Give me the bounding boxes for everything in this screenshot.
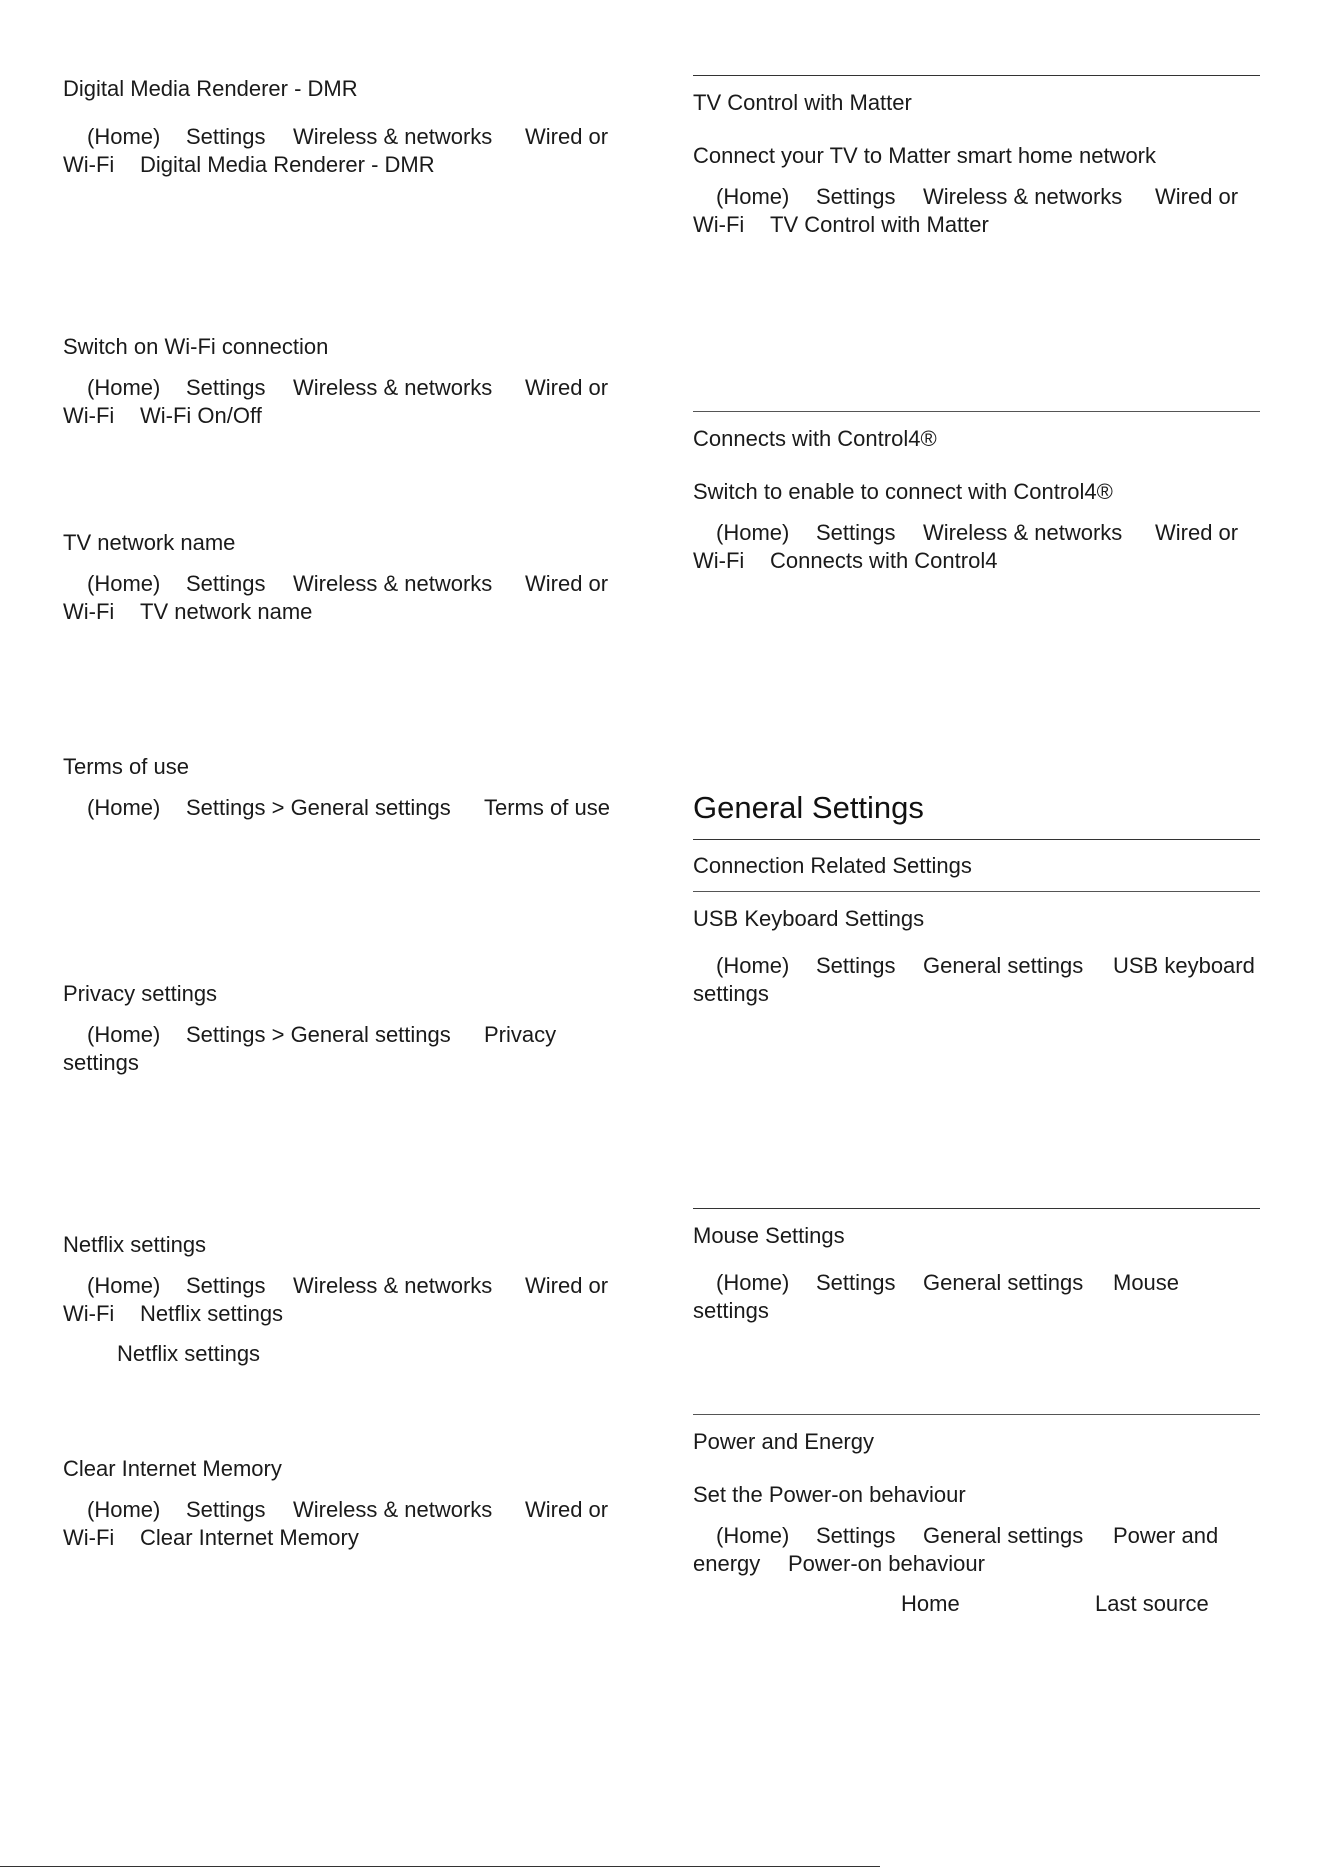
mouse-heading: Mouse Settings — [693, 1223, 845, 1248]
path-settings: Settings — [186, 124, 266, 149]
path-wifi: Wi-Fi — [63, 1301, 115, 1326]
path-general-settings: General settings — [923, 1270, 1084, 1295]
path-home: (Home) — [87, 124, 161, 149]
dmr-heading: Digital Media Renderer - DMR — [63, 76, 358, 101]
path-wifi: Wi-Fi — [693, 548, 745, 573]
path-usb-keyboard: USB keyboard — [1113, 953, 1255, 978]
general-settings-title: General Settings — [693, 790, 924, 825]
clear-memory-heading: Clear Internet Memory — [63, 1456, 282, 1481]
path-general-settings: General settings — [923, 953, 1084, 978]
path-settings: Settings — [186, 375, 266, 400]
wifi-heading: Switch on Wi-Fi connection — [63, 334, 329, 359]
path-wired-or: Wired or — [525, 124, 609, 149]
power-heading: Power and Energy — [693, 1429, 874, 1454]
path-wireless-networks: Wireless & networks — [923, 520, 1123, 545]
path-wifi-on-off: Wi-Fi On/Off — [140, 403, 262, 428]
path-wifi: Wi-Fi — [63, 1525, 115, 1550]
path-settings-word: settings — [63, 1050, 139, 1075]
path-wired-or: Wired or — [525, 375, 609, 400]
path-home: (Home) — [716, 520, 790, 545]
path-privacy: Privacy — [484, 1022, 557, 1047]
path-terms-of-use: Terms of use — [484, 795, 610, 820]
section-divider — [693, 839, 1260, 840]
path-home: (Home) — [87, 795, 161, 820]
path-wifi: Wi-Fi — [63, 403, 115, 428]
path-tv-control-matter: TV Control with Matter — [770, 212, 989, 237]
path-wireless-networks: Wireless & networks — [293, 124, 493, 149]
path-settings: Settings — [816, 953, 896, 978]
path-settings: Settings — [816, 1270, 896, 1295]
path-mouse: Mouse — [1113, 1270, 1180, 1295]
connection-related-heading: Connection Related Settings — [693, 853, 972, 878]
path-wireless-networks: Wireless & networks — [293, 1497, 493, 1522]
path-energy: energy — [693, 1551, 761, 1576]
section-divider — [693, 1208, 1260, 1209]
path-wired-or: Wired or — [525, 571, 609, 596]
path-home: (Home) — [87, 571, 161, 596]
path-settings: Settings — [816, 520, 896, 545]
path-general-settings: General settings — [923, 1523, 1084, 1548]
path-home: (Home) — [87, 1273, 161, 1298]
option-home: Home — [901, 1591, 960, 1616]
netflix-sub-label: Netflix settings — [117, 1341, 261, 1366]
path-settings-word: settings — [693, 1298, 769, 1323]
path-wireless-networks: Wireless & networks — [293, 375, 493, 400]
usb-keyboard-heading: USB Keyboard Settings — [693, 906, 925, 931]
path-wired-or: Wired or — [1155, 520, 1239, 545]
path-wireless-networks: Wireless & networks — [923, 184, 1123, 209]
path-wifi: Wi-Fi — [693, 212, 745, 237]
path-home: (Home) — [87, 1022, 161, 1047]
path-settings-general: Settings > General settings — [186, 1022, 451, 1047]
section-divider — [693, 1414, 1260, 1415]
path-connects-control4: Connects with Control4 — [770, 548, 998, 573]
path-wireless-networks: Wireless & networks — [293, 571, 493, 596]
control4-subheading: Switch to enable to connect with Control4® — [693, 479, 1113, 504]
netflix-heading: Netflix settings — [63, 1232, 207, 1257]
path-home: (Home) — [716, 1270, 790, 1295]
matter-heading: TV Control with Matter — [693, 90, 912, 115]
path-home: (Home) — [716, 184, 790, 209]
path-wired-or: Wired or — [525, 1497, 609, 1522]
path-wireless-networks: Wireless & networks — [293, 1273, 493, 1298]
path-tv-network-name: TV network name — [140, 599, 313, 624]
path-settings: Settings — [186, 1497, 266, 1522]
path-wifi: Wi-Fi — [63, 152, 115, 177]
network-name-heading: TV network name — [63, 530, 236, 555]
path-home: (Home) — [716, 1523, 790, 1548]
path-home: (Home) — [87, 1497, 161, 1522]
privacy-heading: Privacy settings — [63, 981, 218, 1006]
path-wifi: Wi-Fi — [63, 599, 115, 624]
path-home: (Home) — [716, 953, 790, 978]
path-settings-word: settings — [693, 981, 769, 1006]
path-clear-internet-memory: Clear Internet Memory — [140, 1525, 359, 1550]
path-netflix-settings: Netflix settings — [140, 1301, 284, 1326]
path-power-and: Power and — [1113, 1523, 1219, 1548]
path-settings: Settings — [816, 184, 896, 209]
path-dmr: Digital Media Renderer - DMR — [140, 152, 435, 177]
path-home: (Home) — [87, 375, 161, 400]
page-bottom-rule — [0, 1866, 880, 1867]
terms-heading: Terms of use — [63, 754, 189, 779]
path-wired-or: Wired or — [1155, 184, 1239, 209]
power-subheading: Set the Power-on behaviour — [693, 1482, 966, 1507]
section-divider — [693, 411, 1260, 412]
path-wired-or: Wired or — [525, 1273, 609, 1298]
path-settings-general: Settings > General settings — [186, 795, 451, 820]
matter-subheading: Connect your TV to Matter smart home network — [693, 143, 1156, 168]
path-settings: Settings — [186, 571, 266, 596]
section-divider — [693, 891, 1260, 892]
path-settings: Settings — [816, 1523, 896, 1548]
path-power-on-behaviour: Power-on behaviour — [788, 1551, 985, 1576]
option-last-source: Last source — [1095, 1591, 1209, 1616]
control4-heading: Connects with Control4® — [693, 426, 937, 451]
section-divider — [693, 75, 1260, 76]
path-settings: Settings — [186, 1273, 266, 1298]
